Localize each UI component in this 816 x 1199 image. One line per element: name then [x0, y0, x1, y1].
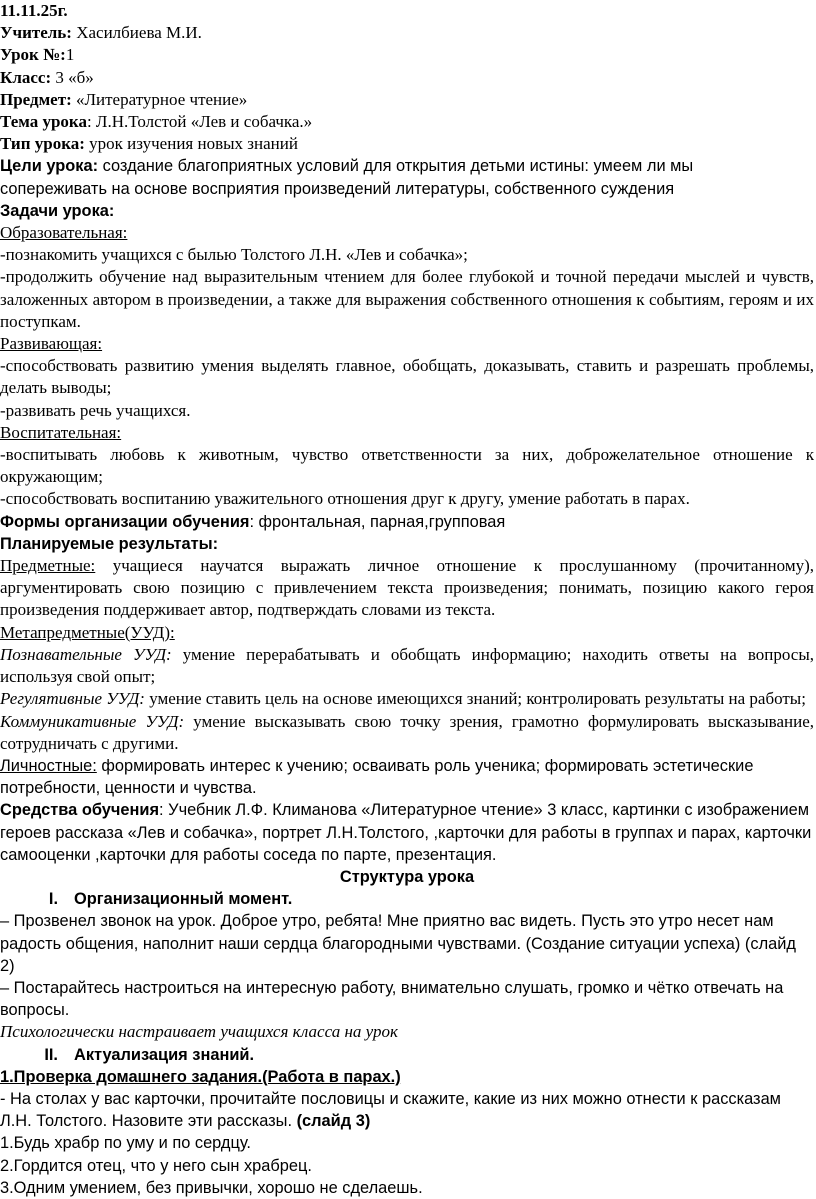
homework-slide: (слайд 3)	[292, 1112, 371, 1131]
goals-label: Цели урока:	[0, 157, 99, 176]
stage-1-title: Организационный момент.	[74, 890, 293, 909]
developing-task-2: -развивать речь учащихся.	[0, 400, 191, 420]
homework-instructions	[0, 1088, 814, 1132]
teacher-label: Учитель:	[0, 23, 72, 43]
personal-results	[0, 755, 814, 799]
forms-label: Формы организации обучения	[0, 512, 250, 531]
lesson-type-value: урок изучения новых знаний	[89, 134, 298, 154]
educational-label: Образовательная:	[0, 223, 128, 243]
regulative-results	[0, 688, 814, 710]
lesson-number-label: Урок №:	[0, 45, 66, 65]
subject-results-text: учащиеся научатся выражать личное отношение к прослушанному (прочитанному), аргументировать свою позицию с привлечением текста произведения; понимать, позицию какого героя произведения поддерживает автор, подтверждать словами из текста.	[0, 556, 814, 620]
goals-text-1: создание благоприятных условий для открытия детьми истины: умеем ли мы	[102, 157, 694, 176]
topic-label: Тема урока	[0, 112, 87, 132]
regulative-label: Регулятивные УУД:	[0, 689, 145, 709]
meta-results-label: Метапредметные(УУД):	[0, 622, 175, 642]
subject-line	[0, 89, 814, 111]
means-text: : Учебник Л.Ф. Климанова «Литературное чтение» 3 класс, картинки с изображением героев рассказа «Лев и собачка», портрет Л.Н.Толстого, ,карточки для работы в группах и парах, карточки самооценки ,карточки для работы соседа по парте, презентация.	[0, 801, 812, 864]
results-title: Планируемые результаты:	[0, 534, 219, 553]
lesson-type-label: Тип урока:	[0, 134, 85, 154]
stage-2-number: II.	[44, 1045, 58, 1064]
regulative-text: умение ставить цель на основе имеющихся знаний; контролировать результаты на работы;	[144, 689, 806, 709]
lesson-date: 11.11.25г.	[0, 1, 68, 20]
developing-task-1: -способствовать развитию умения выделять главное, обобщать, доказывать, ставить и разрешать проблемы, делать выводы;	[0, 356, 814, 398]
lesson-number: 1	[65, 45, 75, 65]
goals-line-2: сопереживать на основе восприятия произведений литературы, собственного суждения	[0, 179, 675, 198]
communicative-results	[0, 711, 814, 755]
educational-task-1: -познакомить учащихся с былью Толстого Л.Н. «Лев и собачка»;	[0, 245, 468, 265]
upbringing-label: Воспитательная:	[0, 422, 122, 442]
communicative-text: умение высказывать свою точку зрения, грамотно формулировать высказывание, сотрудничать с другими.	[0, 711, 815, 753]
class-line	[0, 67, 814, 89]
educational-task-2: -продолжить обучение над выразительным чтением для более глубокой и точной передачи мыслей и чувств, заложенных автором в произведении, а также для выражения собственного отношения к событиям, героям и их поступкам.	[0, 267, 814, 331]
stage-1-paragraph-2: – Постарайтесь настроиться на интересную работу, внимательно слушать, громко и чётко отвечать на вопросы.	[0, 978, 784, 1020]
stage-1-note: Психологически настраивает учащихся класса на урок	[0, 1022, 398, 1042]
structure-title: Структура урока	[339, 867, 475, 886]
cognitive-text: умение перерабатывать и обобщать информацию; находить ответы на вопросы, используя свой опыт;	[0, 644, 814, 687]
class-value: 3 «б»	[55, 67, 94, 87]
forms-line	[0, 511, 814, 533]
topic-line	[0, 111, 814, 133]
stage-2-heading	[0, 1044, 814, 1066]
teacher-name: Хасилбиева М.И.	[76, 23, 202, 43]
goals-line-1	[0, 155, 814, 177]
subject-value: «Литературное чтение»	[76, 89, 248, 109]
upbringing-task-1: -воспитывать любовь к животным, чувство ответственности за них, доброжелательное отношение к окружающим;	[0, 445, 814, 487]
developing-label: Развивающая:	[0, 334, 103, 354]
homework-text: - На столах у вас карточки, прочитайте пословицы и скажите, какие из них можно отнести к рассказам Л.Н. Толстого. Назовите эти рассказы.	[0, 1089, 781, 1131]
stage-1-number: I.	[48, 890, 58, 909]
teaching-means	[0, 799, 814, 866]
proverb-1: 1.Будь храбр по уму и по сердцу.	[0, 1134, 251, 1153]
communicative-label: Коммуникативные УУД:	[0, 711, 185, 731]
upbringing-task-2: -способствовать воспитанию уважительного отношения друг к другу, умение работать в парах.	[0, 489, 690, 509]
personal-label: Личностные:	[0, 756, 97, 775]
proverb-2: 2.Гордится отец, что у него сын храбрец.	[0, 1156, 312, 1175]
cognitive-label: Познавательные УУД:	[0, 644, 172, 664]
topic-value: : Л.Н.Толстой «Лев и собачка.»	[86, 112, 313, 132]
forms-value: : фронтальная, парная,групповая	[249, 512, 506, 531]
class-label: Класс:	[0, 67, 52, 87]
stage-1-heading	[0, 888, 814, 910]
personal-text: формировать интерес к учению; осваивать роль ученика; формировать эстетические потребности, ценности и чувства.	[0, 756, 754, 798]
stage-1-paragraph-1: – Прозвенел звонок на урок. Доброе утро, ребята! Мне приятно вас видеть. Пусть это утро несет нам радость общения, наполнит наши сердца благородными чувствами. (Создание ситуации успеха) (слайд 2)	[0, 912, 796, 975]
subject-results-label: Предметные:	[0, 556, 96, 576]
lesson-type-line	[0, 133, 814, 155]
lesson-number-line	[0, 44, 814, 66]
homework-check-title: 1.Проверка домашнего задания.(Работа в парах.)	[0, 1067, 401, 1086]
cognitive-results	[0, 644, 814, 688]
subject-results	[0, 555, 814, 622]
proverb-3: 3.Одним умением, без привычки, хорошо не сделаешь.	[0, 1178, 423, 1197]
stage-2-title: Актуализация знаний.	[74, 1045, 255, 1064]
subject-label: Предмет:	[0, 89, 72, 109]
teacher-line	[0, 22, 814, 44]
tasks-title: Задачи урока:	[0, 201, 115, 220]
means-label: Средства обучения	[0, 801, 160, 820]
